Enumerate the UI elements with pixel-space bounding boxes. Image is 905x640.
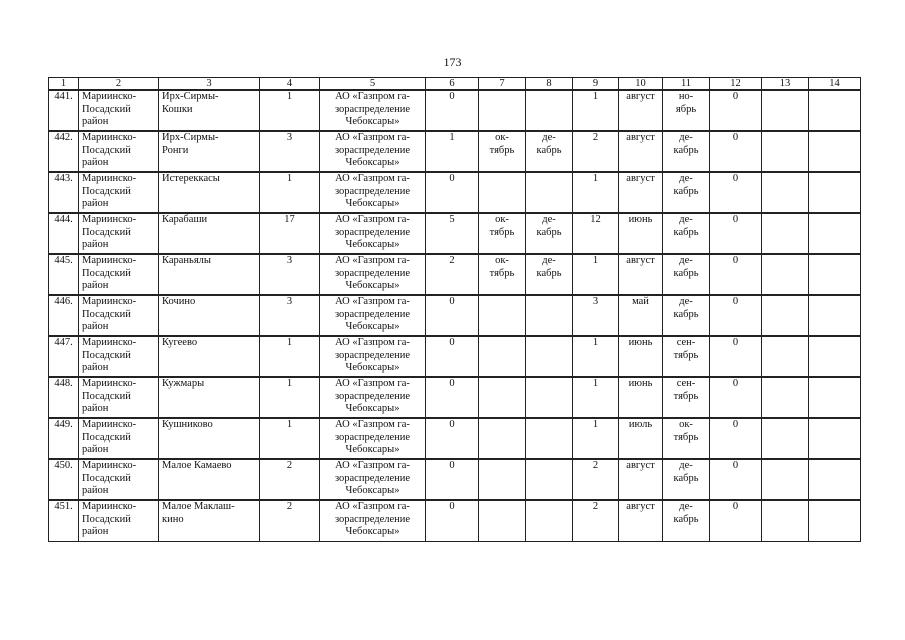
col7-cell: [479, 500, 526, 541]
month-cell: август: [619, 172, 663, 213]
col11-cell: ок- тябрь: [663, 418, 710, 459]
district-cell: Мариинско- Посадский район: [79, 90, 159, 131]
column-header: 4: [260, 78, 320, 91]
organization-cell: АО «Газпром га- зораспределение Чебоксары»: [320, 90, 426, 131]
column-header: 5: [320, 78, 426, 91]
district-cell: Мариинско- Посадский район: [79, 131, 159, 172]
table-row: [49, 90, 861, 131]
col13-cell: [762, 500, 809, 541]
month-cell: июль: [619, 418, 663, 459]
col12-cell: 0: [710, 295, 762, 336]
col9-cell: 12: [573, 213, 619, 254]
row-number: 450.: [49, 459, 79, 500]
row-number: 448.: [49, 377, 79, 418]
col9-cell: 1: [573, 90, 619, 131]
col8-cell: [526, 500, 573, 541]
col7-cell: [479, 90, 526, 131]
settlement-cell: Кугеево: [159, 336, 260, 377]
col6-cell: 0: [426, 377, 479, 418]
column-header: 6: [426, 78, 479, 91]
col7-cell: ок- тябрь: [479, 131, 526, 172]
column-header: 12: [710, 78, 762, 91]
col6-cell: 0: [426, 172, 479, 213]
month-cell: август: [619, 500, 663, 541]
col12-cell: 0: [710, 172, 762, 213]
table-row: [49, 459, 861, 500]
organization-cell: АО «Газпром га- зораспределение Чебоксары»: [320, 295, 426, 336]
col14-cell: [809, 213, 861, 254]
col9-cell: 2: [573, 131, 619, 172]
col11-cell: де- кабрь: [663, 500, 710, 541]
col12-cell: 0: [710, 459, 762, 500]
col4-cell: 2: [260, 459, 320, 500]
col6-cell: 5: [426, 213, 479, 254]
district-cell: Мариинско- Посадский район: [79, 213, 159, 254]
month-cell: август: [619, 131, 663, 172]
settlement-cell: Кужмары: [159, 377, 260, 418]
col9-cell: 1: [573, 377, 619, 418]
col4-cell: 1: [260, 172, 320, 213]
col7-cell: ок- тябрь: [479, 254, 526, 295]
column-header: 8: [526, 78, 573, 91]
col13-cell: [762, 131, 809, 172]
month-cell: май: [619, 295, 663, 336]
col4-cell: 1: [260, 377, 320, 418]
col13-cell: [762, 336, 809, 377]
col6-cell: 0: [426, 90, 479, 131]
col7-cell: [479, 295, 526, 336]
col7-cell: [479, 172, 526, 213]
month-cell: август: [619, 459, 663, 500]
col9-cell: 3: [573, 295, 619, 336]
settlement-cell: Ирх-Сирмы- Ронги: [159, 131, 260, 172]
row-number: 444.: [49, 213, 79, 254]
col14-cell: [809, 131, 861, 172]
col13-cell: [762, 295, 809, 336]
col9-cell: 2: [573, 459, 619, 500]
col14-cell: [809, 418, 861, 459]
month-cell: август: [619, 254, 663, 295]
district-cell: Мариинско- Посадский район: [79, 377, 159, 418]
col6-cell: 0: [426, 295, 479, 336]
col8-cell: [526, 377, 573, 418]
month-cell: август: [619, 90, 663, 131]
settlement-cell: Малое Маклаш- кино: [159, 500, 260, 541]
col6-cell: 0: [426, 418, 479, 459]
col13-cell: [762, 377, 809, 418]
col9-cell: 1: [573, 336, 619, 377]
column-header: 3: [159, 78, 260, 91]
month-cell: июнь: [619, 377, 663, 418]
col7-cell: ок- тябрь: [479, 213, 526, 254]
col12-cell: 0: [710, 500, 762, 541]
page-number: 173: [443, 55, 462, 69]
col6-cell: 1: [426, 131, 479, 172]
settlement-cell: Малое Камаево: [159, 459, 260, 500]
table-row: [49, 213, 861, 254]
col4-cell: 3: [260, 295, 320, 336]
col13-cell: [762, 90, 809, 131]
table-row: [49, 500, 861, 541]
col14-cell: [809, 336, 861, 377]
row-number: 443.: [49, 172, 79, 213]
settlement-cell: Кушниково: [159, 418, 260, 459]
col12-cell: 0: [710, 213, 762, 254]
col6-cell: 0: [426, 500, 479, 541]
settlement-cell: Ирх-Сирмы- Кошки: [159, 90, 260, 131]
col14-cell: [809, 295, 861, 336]
col13-cell: [762, 172, 809, 213]
col4-cell: 3: [260, 131, 320, 172]
col11-cell: де- кабрь: [663, 213, 710, 254]
col11-cell: де- кабрь: [663, 254, 710, 295]
organization-cell: АО «Газпром га- зораспределение Чебоксары»: [320, 172, 426, 213]
data-table: [48, 77, 861, 542]
col14-cell: [809, 500, 861, 541]
col12-cell: 0: [710, 90, 762, 131]
col9-cell: 1: [573, 172, 619, 213]
col13-cell: [762, 459, 809, 500]
col11-cell: де- кабрь: [663, 131, 710, 172]
table-row: [49, 336, 861, 377]
row-number: 446.: [49, 295, 79, 336]
col14-cell: [809, 90, 861, 131]
col11-cell: де- кабрь: [663, 459, 710, 500]
column-header: 1: [49, 78, 79, 91]
col6-cell: 0: [426, 459, 479, 500]
organization-cell: АО «Газпром га- зораспределение Чебоксары»: [320, 377, 426, 418]
col7-cell: [479, 459, 526, 500]
col13-cell: [762, 418, 809, 459]
col4-cell: 1: [260, 418, 320, 459]
col14-cell: [809, 254, 861, 295]
settlement-cell: Истереккасы: [159, 172, 260, 213]
district-cell: Мариинско- Посадский район: [79, 500, 159, 541]
col8-cell: [526, 172, 573, 213]
column-header: 11: [663, 78, 710, 91]
settlement-cell: Карабаши: [159, 213, 260, 254]
row-number: 441.: [49, 90, 79, 131]
col7-cell: [479, 418, 526, 459]
row-number: 445.: [49, 254, 79, 295]
header-row: [49, 78, 861, 91]
column-header: 13: [762, 78, 809, 91]
col11-cell: но- ябрь: [663, 90, 710, 131]
table-row: [49, 172, 861, 213]
table-row: [49, 418, 861, 459]
organization-cell: АО «Газпром га- зораспределение Чебоксары»: [320, 336, 426, 377]
col4-cell: 1: [260, 90, 320, 131]
organization-cell: АО «Газпром га- зораспределение Чебоксары»: [320, 500, 426, 541]
col4-cell: 1: [260, 336, 320, 377]
organization-cell: АО «Газпром га- зораспределение Чебоксары»: [320, 213, 426, 254]
district-cell: Мариинско- Посадский район: [79, 418, 159, 459]
col8-cell: [526, 459, 573, 500]
month-cell: июнь: [619, 336, 663, 377]
col13-cell: [762, 254, 809, 295]
col14-cell: [809, 172, 861, 213]
col4-cell: 3: [260, 254, 320, 295]
column-header: 2: [79, 78, 159, 91]
col7-cell: [479, 336, 526, 377]
row-number: 442.: [49, 131, 79, 172]
col12-cell: 0: [710, 336, 762, 377]
col6-cell: 2: [426, 254, 479, 295]
col8-cell: [526, 90, 573, 131]
col12-cell: 0: [710, 131, 762, 172]
col8-cell: [526, 418, 573, 459]
month-cell: июнь: [619, 213, 663, 254]
table-row: [49, 254, 861, 295]
district-cell: Мариинско- Посадский район: [79, 172, 159, 213]
col6-cell: 0: [426, 336, 479, 377]
col11-cell: сен- тябрь: [663, 336, 710, 377]
district-cell: Мариинско- Посадский район: [79, 336, 159, 377]
col8-cell: де- кабрь: [526, 213, 573, 254]
organization-cell: АО «Газпром га- зораспределение Чебоксары»: [320, 131, 426, 172]
table-row: [49, 377, 861, 418]
col8-cell: [526, 295, 573, 336]
column-header: 7: [479, 78, 526, 91]
district-cell: Мариинско- Посадский район: [79, 295, 159, 336]
col11-cell: де- кабрь: [663, 172, 710, 213]
col4-cell: 17: [260, 213, 320, 254]
column-header: 9: [573, 78, 619, 91]
col7-cell: [479, 377, 526, 418]
col8-cell: [526, 336, 573, 377]
col12-cell: 0: [710, 418, 762, 459]
district-cell: Мариинско- Посадский район: [79, 459, 159, 500]
organization-cell: АО «Газпром га- зораспределение Чебоксары»: [320, 418, 426, 459]
col8-cell: де- кабрь: [526, 131, 573, 172]
col4-cell: 2: [260, 500, 320, 541]
organization-cell: АО «Газпром га- зораспределение Чебоксары»: [320, 254, 426, 295]
col12-cell: 0: [710, 254, 762, 295]
table-row: [49, 131, 861, 172]
settlement-cell: Караньялы: [159, 254, 260, 295]
col8-cell: де- кабрь: [526, 254, 573, 295]
organization-cell: АО «Газпром га- зораспределение Чебоксары»: [320, 459, 426, 500]
col14-cell: [809, 377, 861, 418]
row-number: 447.: [49, 336, 79, 377]
col14-cell: [809, 459, 861, 500]
col11-cell: де- кабрь: [663, 295, 710, 336]
col9-cell: 1: [573, 418, 619, 459]
district-cell: Мариинско- Посадский район: [79, 254, 159, 295]
col11-cell: сен- тябрь: [663, 377, 710, 418]
row-number: 449.: [49, 418, 79, 459]
table-row: [49, 295, 861, 336]
column-header: 10: [619, 78, 663, 91]
col9-cell: 2: [573, 500, 619, 541]
col12-cell: 0: [710, 377, 762, 418]
settlement-cell: Кочино: [159, 295, 260, 336]
col9-cell: 1: [573, 254, 619, 295]
column-header: 14: [809, 78, 861, 91]
col13-cell: [762, 213, 809, 254]
row-number: 451.: [49, 500, 79, 541]
